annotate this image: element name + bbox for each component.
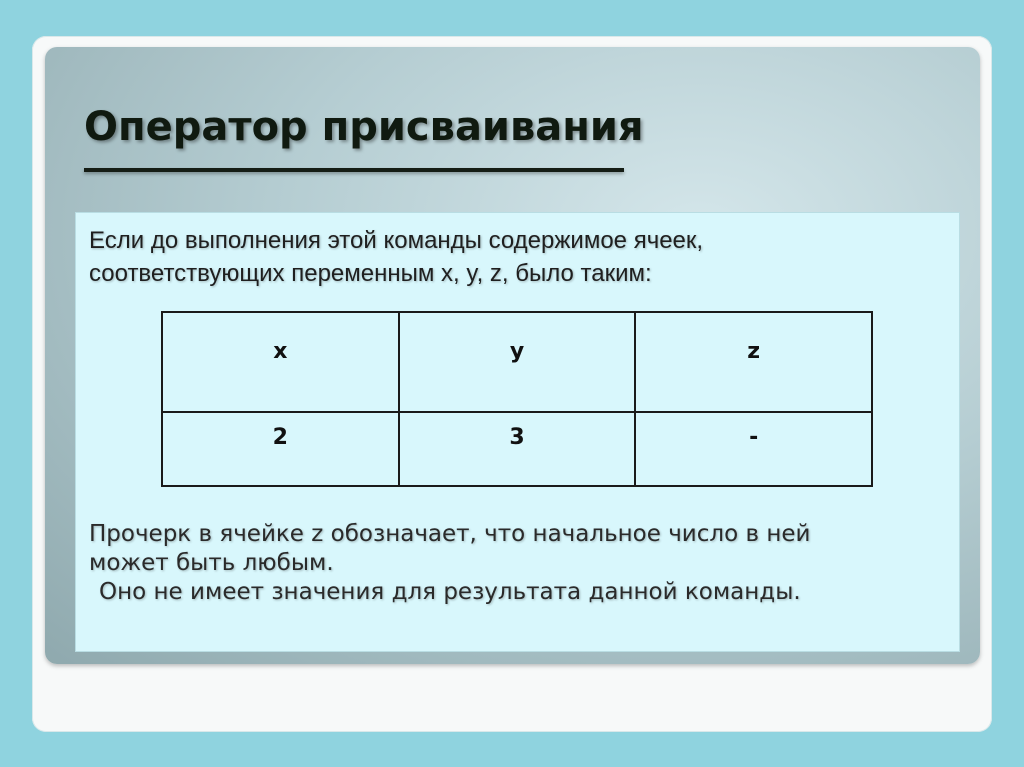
header-cell-x: x bbox=[162, 312, 399, 412]
intro-line-1: Если до выполнения этой команды содержимое ячеек, bbox=[89, 227, 704, 254]
intro-line-2: соответствующих переменным x, y, z, было таким: bbox=[89, 260, 652, 287]
slide-title: Оператор присваивания bbox=[84, 104, 644, 150]
note-text bbox=[89, 520, 949, 607]
note-line-1: Прочерк в ячейке z обозначает, что начальное число в ней bbox=[89, 521, 811, 547]
header-cell-y: y bbox=[399, 312, 636, 412]
value-cell-x: 2 bbox=[162, 412, 399, 486]
value-cell-y: 3 bbox=[399, 412, 636, 486]
title-underline bbox=[84, 168, 624, 172]
table-row bbox=[162, 312, 872, 412]
value-cell-z: - bbox=[635, 412, 872, 486]
variables-table bbox=[161, 311, 873, 487]
note-line-3: Оно не имеет значения для результата данной команды. bbox=[99, 579, 801, 605]
header-cell-z: z bbox=[635, 312, 872, 412]
note-line-2: может быть любым. bbox=[89, 550, 334, 576]
intro-text bbox=[89, 224, 949, 290]
table-row bbox=[162, 412, 872, 486]
